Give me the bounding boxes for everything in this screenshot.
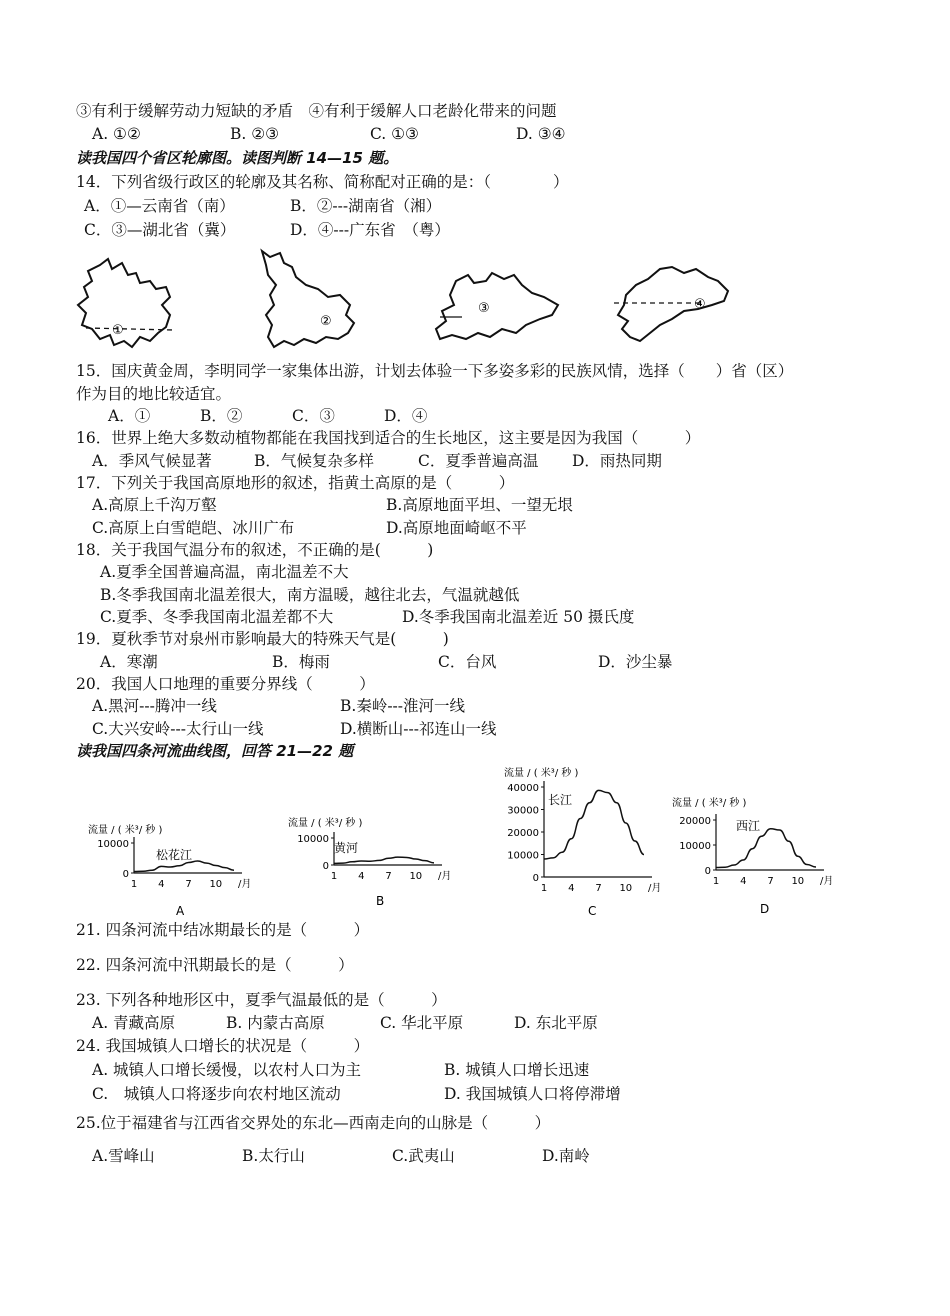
option-a: A.高原上千沟万壑 [92, 496, 217, 514]
province-outline-4 [614, 267, 728, 341]
series-line [334, 857, 434, 863]
x-tick-label: 7 [767, 876, 774, 887]
option-d: D．④---广东省 （粤） [290, 221, 450, 239]
option-b: B．气候复杂多样 [254, 452, 374, 470]
x-axis-unit: /月 [648, 883, 662, 894]
y-tick-label: 0 [122, 869, 129, 880]
option-d: D．④ [384, 407, 428, 425]
option-c: C.武夷山 [392, 1147, 455, 1165]
option-a: A. 城镇人口增长缓慢，以农村人口为主 [92, 1061, 362, 1079]
y-tick-label: 10000 [507, 850, 539, 862]
option-b: B.冬季我国南北温差很大，南方温暖，越往北去，气温就越低 [100, 586, 520, 604]
option-d: D．雨热同期 [572, 452, 662, 470]
option-d: D. 我国城镇人口将停滞增 [444, 1085, 621, 1103]
province-outline-3 [436, 273, 558, 339]
river-chart-b [286, 810, 456, 920]
x-tick-label: 7 [185, 879, 192, 890]
section-heading: 读我国四个省区轮廓图。读图判断 14—15 题。 [76, 149, 399, 167]
option-b: B．② [200, 407, 243, 425]
option-a: A．①—云南省（南） [84, 197, 235, 215]
y-axis-label: 流量 / ( 米³/ 秒 ) [88, 825, 163, 836]
x-tick-label: 4 [358, 871, 365, 882]
y-tick-label: 0 [322, 861, 329, 872]
question-21: 21. 四条河流中结冰期最长的是（ ） [76, 921, 370, 939]
y-axis-label: 流量 / ( 米³/ 秒 ) [288, 818, 363, 829]
x-tick-label: 7 [385, 871, 392, 882]
y-tick-label: 40000 [507, 783, 539, 794]
option-b: B.高原地面平坦、一望无垠 [386, 496, 573, 514]
series-name: 西江 [736, 819, 761, 833]
x-tick-label: 10 [409, 871, 423, 882]
option-d: D.冬季我国南北温差近 50 摄氏度 [402, 608, 635, 626]
chart-letter: B [376, 894, 385, 908]
option-b: B. 城镇人口增长迅速 [444, 1061, 590, 1079]
option-b: B．②---湖南省（湘） [290, 197, 442, 215]
option-d: D.高原地面崎岖不平 [386, 519, 527, 537]
series-line [716, 829, 816, 868]
question-22: 22. 四条河流中汛期最长的是（ ） [76, 956, 354, 974]
question-18: 18．关于我国气温分布的叙述，不正确的是( ) [76, 541, 434, 559]
option-d: D．沙尘暴 [598, 653, 673, 671]
option-c: C.高原上白雪皑皑、冰川广布 [92, 519, 295, 537]
x-tick-label: 4 [158, 879, 165, 890]
x-tick-label: 1 [330, 871, 338, 882]
option-d: D. 东北平原 [514, 1014, 598, 1032]
y-tick-label: 10000 [679, 841, 711, 852]
x-tick-label: 4 [740, 876, 747, 887]
option-c: C. 华北平原 [380, 1014, 464, 1032]
series-name: 黄河 [334, 841, 359, 855]
y-axis-label: 流量 / ( 米³/ 秒 ) [504, 768, 579, 779]
y-tick-label: 10000 [97, 839, 129, 850]
x-tick-label: 1 [540, 883, 548, 894]
text-line: ③有利于缓解劳动力短缺的矛盾 ④有利于缓解人口老龄化带来的问题 [76, 102, 557, 120]
option-b: B.秦岭---淮河一线 [340, 697, 466, 715]
x-axis-unit: /月 [820, 876, 834, 887]
option-b: B.太行山 [242, 1147, 305, 1165]
option-a: A.夏季全国普遍高温，南北温差不大 [100, 563, 349, 581]
x-axis-unit: /月 [438, 871, 452, 882]
province-outline-2 [262, 251, 354, 347]
y-tick-label: 30000 [507, 805, 539, 817]
option-b: B．梅雨 [272, 653, 330, 671]
x-tick-label: 1 [130, 879, 138, 890]
x-tick-label: 10 [209, 879, 223, 890]
option-c: C. ①③ [370, 125, 419, 143]
x-tick-label: 10 [619, 883, 633, 894]
province-outline-1 [78, 259, 174, 347]
option-a: A. 青藏高原 [92, 1014, 176, 1032]
y-tick-label: 0 [704, 866, 711, 877]
series-name: 长江 [548, 793, 573, 807]
x-tick-label: 1 [712, 876, 720, 887]
question-15: 15．国庆黄金周，李明同学一家集体出游，计划去体验一下多姿多彩的民族风情，选择（ ）省（区） [76, 362, 794, 380]
text-line: 作为目的地比较适宜。 [76, 385, 232, 403]
option-c: C．夏季普遍高温 [418, 452, 539, 470]
y-axis-label: 流量 / ( 米³/ 秒 ) [672, 798, 747, 809]
y-tick-label: 20000 [507, 828, 539, 839]
x-tick-label: 4 [568, 883, 575, 894]
option-c: C.大兴安岭---太行山一线 [92, 720, 264, 738]
y-tick-label: 10000 [297, 834, 329, 845]
x-tick-label: 7 [595, 883, 602, 894]
question-16: 16．世界上绝大多数动植物都能在我国找到适合的生长地区，这主要是因为我国（ ） [76, 429, 701, 447]
option-c: C. 城镇人口将逐步向农村地区流动 [92, 1085, 341, 1103]
option-b: B. 内蒙古高原 [226, 1014, 325, 1032]
option-a: A．寒潮 [100, 653, 158, 671]
option-d: D.南岭 [542, 1147, 590, 1165]
option-a: A. ①② [92, 125, 141, 143]
option-c: C．③—湖北省（冀） [84, 221, 236, 239]
question-17: 17．下列关于我国高原地形的叙述，指黄土高原的是（ ） [76, 474, 515, 492]
question-20: 20．我国人口地理的重要分界线（ ） [76, 675, 375, 693]
option-c: C．③ [292, 407, 335, 425]
y-tick-label: 20000 [679, 816, 711, 827]
option-a: A．季风气候显著 [92, 452, 212, 470]
question-24: 24. 我国城镇人口增长的状况是（ ） [76, 1037, 370, 1055]
option-a: A．① [108, 407, 151, 425]
question-14: 14．下列省级行政区的轮廓及其名称、简称配对正确的是：（ ） [76, 173, 569, 191]
map-label-4: ④ [694, 297, 706, 312]
series-line [134, 861, 234, 872]
map-label-2: ② [320, 314, 332, 329]
river-chart-c [502, 762, 672, 922]
option-c: C.夏季、冬季我国南北温差都不大 [100, 608, 334, 626]
section-heading: 读我国四条河流曲线图，回答 21—22 题 [76, 742, 354, 760]
x-tick-label: 10 [791, 876, 805, 887]
option-c: C．台风 [438, 653, 497, 671]
map-label-3: ③ [478, 301, 490, 316]
question-19: 19．夏秋季节对泉州市影响最大的特殊天气是( ) [76, 630, 449, 648]
map-label-1: ① [112, 323, 124, 338]
option-d: D.横断山---祁连山一线 [340, 720, 497, 738]
option-a: A.雪峰山 [92, 1147, 155, 1165]
question-25: 25.位于福建省与江西省交界处的东北—西南走向的山脉是（ ） [76, 1114, 551, 1132]
question-23: 23. 下列各种地形区中，夏季气温最低的是（ ） [76, 991, 447, 1009]
series-name: 松花江 [156, 848, 193, 862]
option-d: D. ③④ [516, 125, 566, 143]
option-a: A.黑河---腾冲一线 [92, 697, 217, 715]
river-chart-d [670, 790, 840, 920]
river-chart-a [86, 815, 256, 920]
option-b: B. ②③ [230, 125, 280, 143]
y-tick-label: 0 [532, 873, 539, 884]
province-outline-maps [70, 245, 750, 360]
chart-letter: A [176, 904, 185, 918]
chart-letter: C [588, 904, 597, 918]
x-axis-unit: /月 [238, 879, 252, 890]
chart-letter: D [760, 902, 770, 916]
